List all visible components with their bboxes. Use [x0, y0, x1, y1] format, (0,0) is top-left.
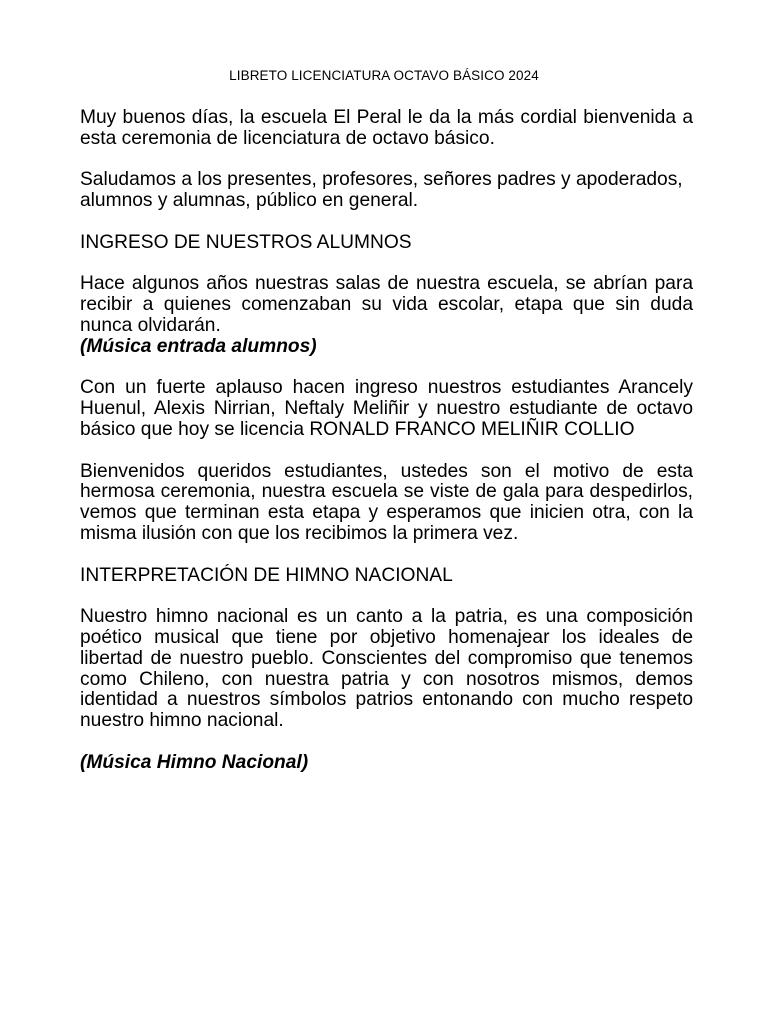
ingreso-intro-paragraph: Hace algunos años nuestras salas de nuestra escuela, se abrían para recibir a quienes comenzaban su vida escolar, etapa que sin duda nunca olvidarán.: [80, 273, 693, 336]
greeting-paragraph: Saludamos a los presentes, profesores, señores padres y apoderados, alumnos y alumnas, público en general.: [80, 169, 683, 212]
ingreso-names-paragraph: Con un fuerte aplauso hacen ingreso nuestros estudiantes Arancely Huenul, Alexis Nirrian, Neftaly Meliñir y nuestro estudiante de octavo básico que hoy se licencia RONALD FRANCO MELIÑIR COLLIO: [80, 377, 693, 440]
bienvenida-paragraph: Bienvenidos queridos estudiantes, ustedes son el motivo de esta hermosa ceremonia, nuestra escuela se viste de gala para despedirlos, vemos que terminan esta etapa y esperamos que inicien otra, con la misma ilusión con que los recibimos la primera vez.: [80, 460, 693, 544]
welcome-paragraph: Muy buenos días, la escuela El Peral le da la más cordial bienvenida a esta ceremonia de licenciatura de octavo básico.: [80, 107, 693, 149]
himno-paragraph: Nuestro himno nacional es un canto a la patria, es una composición poético musical que tiene por objetivo homenajear los ideales de libertad de nuestro pueblo. Conscientes del compromiso que tenemos como Chileno, con nuestra patria y con nosotros mismos, demos identidad a nuestros símbolos patrios entonando con mucho respeto nuestro himno nacional.: [80, 606, 693, 732]
document-body: [80, 108, 693, 794]
music-cue-himno: (Música Himno Nacional): [80, 751, 309, 773]
document-title: LIBRETO LICENCIATURA OCTAVO BÁSICO 2024: [229, 68, 539, 83]
section-heading-himno: INTERPRETACIÓN DE HIMNO NACIONAL: [80, 564, 453, 586]
section-heading-ingreso: INGRESO DE NUESTROS ALUMNOS: [80, 231, 412, 253]
music-cue-entrada: (Música entrada alumnos): [80, 335, 317, 357]
